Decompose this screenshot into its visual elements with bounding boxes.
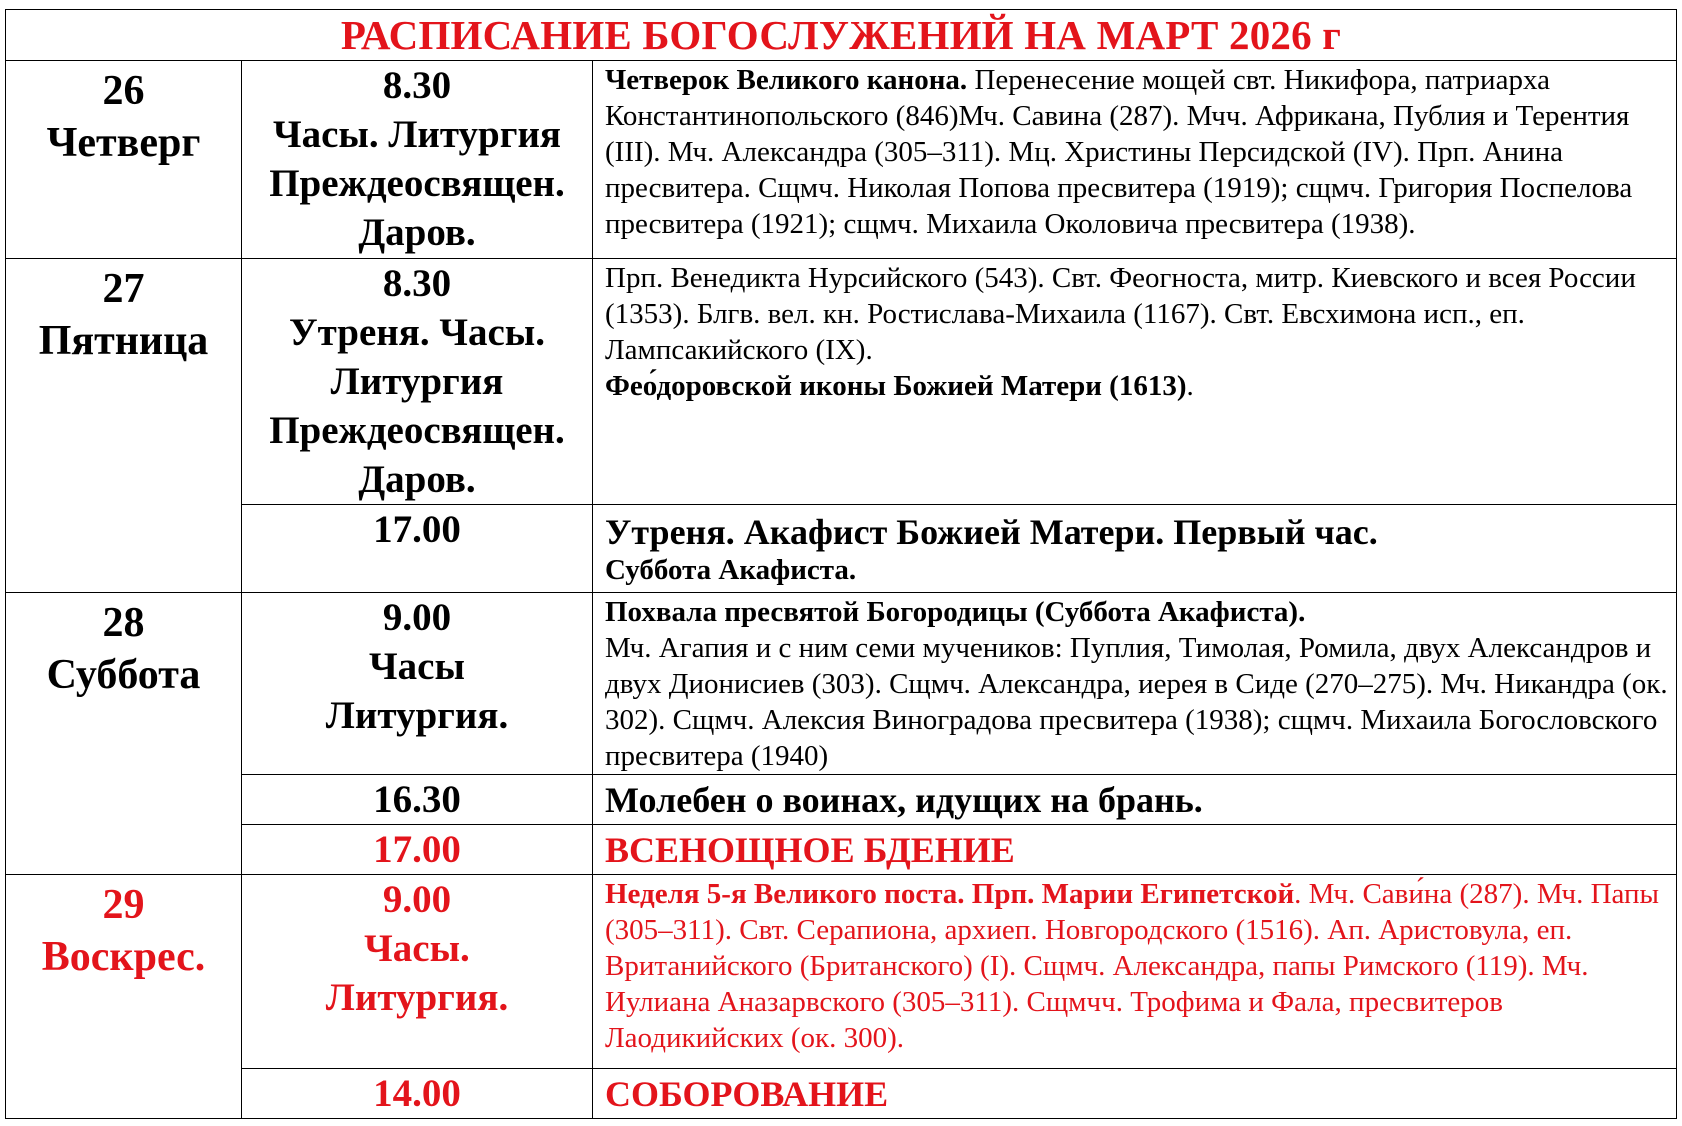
service-name-line: Литургия. [325, 694, 509, 737]
day-date: 27 [102, 266, 145, 312]
service-time-cell [242, 593, 593, 775]
service-time: 17.00 [373, 828, 461, 871]
service-description [593, 1069, 1677, 1119]
schedule-title: РАСПИСАНИЕ БОГОСЛУЖЕНИЙ НА МАРТ 2026 г [6, 10, 1677, 61]
saints-list: . Мч. Сави́на (287). Мч. Папы (305–311). Свт. Серапиона, архиеп. Новгородского (1516). Ап. Аристовула, еп. Вританийского (Британского) (I). Сщмч. Александра, папы Римского (119). Мч. Иулиана Аназарвского (305–311). Сщмчч. Трофима и Фала, пресвитеров Лаодикийских (ок. 300). [605, 878, 1660, 1054]
service-description [593, 259, 1677, 505]
service-name-line: Часы [369, 645, 465, 688]
day-cell [6, 259, 242, 593]
service-title: СОБОРОВАНИЕ [605, 1074, 889, 1114]
feast-title: Четверок Великого канона. [605, 64, 968, 96]
service-subtitle: Суббота Акафиста. [605, 554, 857, 586]
saints-list: Мч. Агапия и с ним семи мучеников: Пуплия, Тимолая, Ромила, двух Александров и двух Дионисиев (303). Сщмч. Александра, иерея в Сиде (270–275). Мч. Никандра (ок. 302). Сщмч. Алексия Виноградова пресвитера (1938); сщмч. Михаила Богословского пресвитера (1940) [605, 632, 1668, 772]
day-date: 26 [102, 68, 145, 114]
service-name-line: Часы. [364, 927, 470, 970]
saints-list: Прп. Венедикта Нурсийского (543). Свт. Феогноста, митр. Киевского и всея России (1353). Блгв. вел. кн. Ростислава-Михаила (1167). Свт. Евсхимона исп., еп. Лампсакийского (IX). [605, 262, 1636, 366]
service-name-line: Даров. [358, 458, 476, 501]
service-name-line: Утреня. Часы. [289, 311, 545, 354]
feast-title-tail: . [1186, 370, 1194, 402]
day-date: 29 [102, 882, 145, 928]
service-name-line: Преждеосвящен. [269, 409, 565, 452]
service-time-cell [242, 505, 593, 593]
schedule-sheet [5, 9, 1677, 1119]
service-time: 9.00 [382, 596, 452, 639]
service-time: 8.30 [382, 64, 452, 107]
schedule-table [5, 9, 1677, 1119]
service-title: Молебен о воинах, идущих на брань. [605, 780, 1203, 820]
service-description [593, 61, 1677, 259]
service-description [593, 875, 1677, 1069]
service-description [593, 505, 1677, 593]
saints-list: Перенесение мощей свт. Никифора, патриарха Константинопольского (846)Мч. Савина (287). Мчч. Африкана, Публия и Терентия (III). Мч. Александра (305–311). Мц. Христины Персидской (IV). Прп. Анина пресвитера. Сщмч. Николая Попова пресвитера (1919); сщмч. Григория Поспелова пресвитера (1921); сщмч. Михаила Околовича пресвитера (1938). [605, 64, 1633, 240]
day-cell [6, 61, 242, 259]
service-time: 17.00 [373, 508, 461, 551]
service-time: 9.00 [382, 878, 452, 921]
day-date: 28 [102, 600, 145, 646]
feast-title: Похвала пресвятой Богородицы (Суббота Акафиста). [605, 596, 1306, 628]
service-time-cell [242, 259, 593, 505]
service-description [593, 825, 1677, 875]
service-name-line: Литургия. [325, 976, 509, 1019]
service-time-cell [242, 875, 593, 1069]
service-time-cell [242, 1069, 593, 1119]
service-time-cell [242, 61, 593, 259]
service-name-line: Преждеосвящен. [269, 162, 565, 205]
service-time: 8.30 [382, 262, 452, 305]
day-weekday: Пятница [38, 318, 209, 364]
service-time-cell [242, 775, 593, 825]
service-title: ВСЕНОЩНОЕ БДЕНИЕ [605, 830, 1015, 870]
day-weekday: Четверг [46, 120, 201, 166]
service-name-line: Литургия [330, 360, 504, 403]
service-time: 14.00 [373, 1072, 461, 1115]
service-description [593, 593, 1677, 775]
service-description [593, 775, 1677, 825]
day-cell [6, 593, 242, 875]
day-cell [6, 875, 242, 1119]
icon-feast-title: Фео́доровской иконы Божией Матери (1613) [605, 370, 1187, 402]
day-weekday: Воскрес. [41, 934, 206, 980]
service-title: Утреня. Акафист Божией Матери. Первый час. [605, 512, 1378, 552]
service-time-cell [242, 825, 593, 875]
feast-title: Неделя 5-я Великого поста. Прп. Марии Египетской [605, 878, 1295, 910]
service-time: 16.30 [373, 778, 461, 821]
day-weekday: Суббота [46, 652, 201, 698]
service-name-line: Часы. Литургия [272, 113, 562, 156]
service-name-line: Даров. [358, 211, 476, 254]
